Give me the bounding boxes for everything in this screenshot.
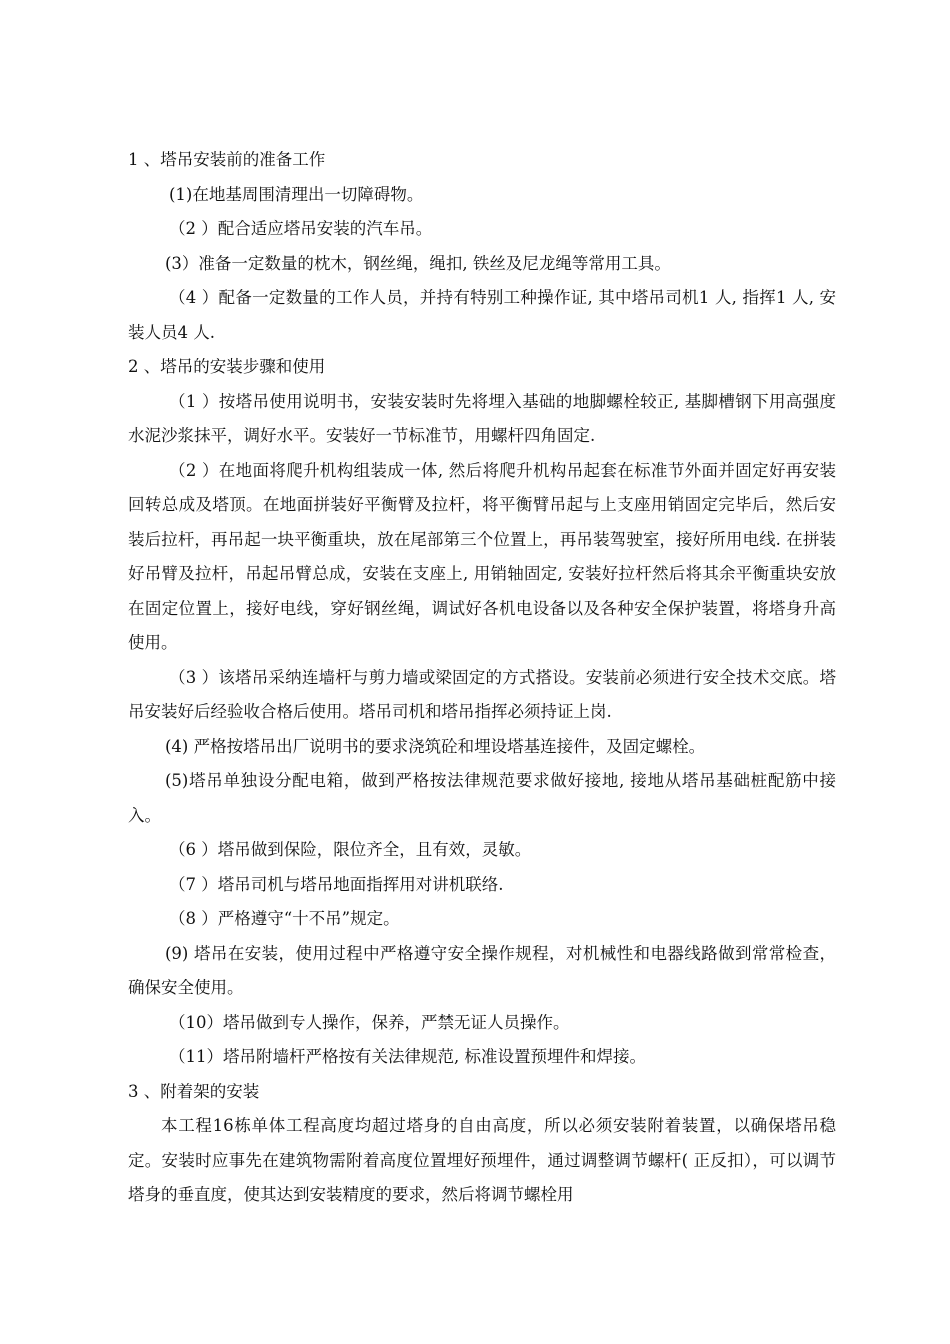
section-2-item-2: （2 ）在地面将爬升机构组装成一体, 然后将爬升机构吊起套在标准节外面并固定好再安装回转总成及塔顶。在地面拼装好平衡臂及拉杆，将平衡臂吊起与上支座用销固定完毕后，然后安装后拉杆，再吊起一块平衡重块，放在尾部第三个位置上，再吊装驾驶室，接好所用电线. 在拼装好吊臂及拉杆，吊起吊臂总成，安装在支座上, 用销轴固定, 安装好拉杆然后将其余平衡重块安放在固定位置上，接好电线，穿好钢丝绳，调试好各机电设备以及各种安全保护装置，将塔身升高使用。: [128, 460, 836, 652]
section-1-item-3: (3）准备一定数量的枕木，钢丝绳，绳扣, 铁丝及尼龙绳等常用工具。: [165, 253, 671, 273]
section-2-item-1: （1 ）按塔吊使用说明书，安装安装时先将埋入基础的地脚螺栓较正, 基脚槽钢下用高强度水泥沙浆抹平，调好水平。安装好一节标准节，用螺杆四角固定.: [128, 391, 836, 445]
section-2-item-6: （6 ）塔吊做到保险，限位齐全，且有效，灵敏。: [169, 840, 532, 859]
section-2-item-5: (5)塔吊单独设分配电箱，做到严格按法律规范要求做好接地, 接地从塔吊基础桩配筋中接入。: [128, 771, 836, 825]
section-2-item-8: （8 ）严格遵守“十不吊”规定。: [169, 909, 400, 928]
section-heading-2: 2 、塔吊的安装步骤和使用: [128, 357, 326, 376]
section-3-paragraph-1: 本工程16栋单体工程高度均超过塔身的自由高度，所以必须安装附着装置，以确保塔吊稳定。安装时应事先在建筑物需附着高度位置埋好预埋件，通过调整调节螺杆( 正反扣），可以调节塔身的垂直度，使其达到安装精度的要求，然后将调节螺栓用: [128, 1116, 836, 1204]
section-2-item-3: （3 ）该塔吊采纳连墙杆与剪力墙或梁固定的方式搭设。安装前必须进行安全技术交底。塔吊安装好后经验收合格后使用。塔吊司机和塔吊指挥必须持证上岗.: [128, 667, 836, 721]
section-2-item-10: （10）塔吊做到专人操作，保养，严禁无证人员操作。: [169, 1012, 570, 1032]
section-2-item-7: （7 ）塔吊司机与塔吊地面指挥用对讲机联络.: [169, 874, 504, 894]
section-1-item-4: （4 ）配备一定数量的工作人员，并持有特别工种操作证, 其中塔吊司机1 人, 指挥1 人, 安装人员4 人.: [128, 288, 836, 342]
document-body: [128, 143, 836, 1213]
section-1-item-2: （2 ）配合适应塔吊安装的汽车吊。: [169, 219, 433, 238]
section-heading-1: 1 、塔吊安装前的准备工作: [128, 150, 326, 169]
section-1-item-1: (1)在地基周围清理出一切障碍物。: [169, 184, 424, 204]
section-heading-3: 3 、附着架的安装: [128, 1081, 260, 1101]
section-2-item-11: （11）塔吊附墙杆严格按有关法律规范, 标准设置预埋件和焊接。: [169, 1047, 646, 1066]
section-2-item-4: (4) 严格按塔吊出厂说明书的要求浇筑砼和埋设塔基连接件，及固定螺栓。: [165, 736, 706, 756]
section-2-item-9: (9) 塔吊在安装，使用过程中严格遵守安全操作规程，对机械性和电器线路做到常常检查，确保安全使用。: [128, 943, 836, 997]
